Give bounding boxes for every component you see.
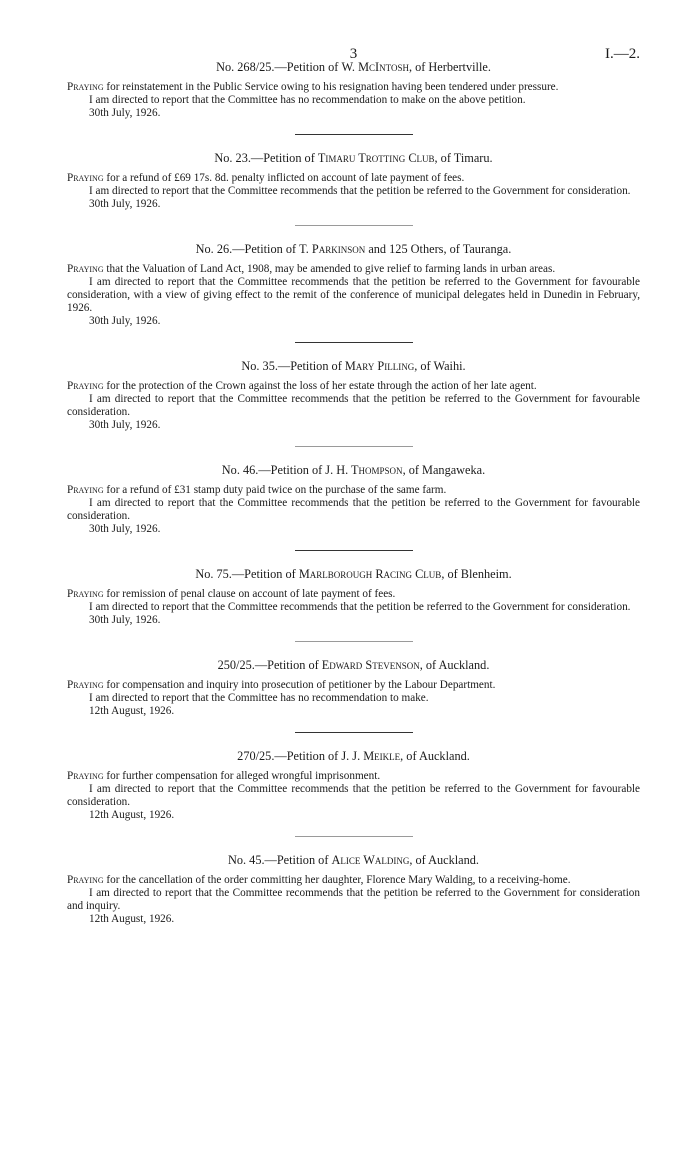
petition-title bbox=[67, 151, 640, 165]
petition-prayer bbox=[67, 263, 640, 276]
report-date: 30th July, 1926. bbox=[89, 198, 161, 210]
section-divider bbox=[295, 342, 413, 343]
petition-number: No. 35.—Petition of bbox=[241, 359, 345, 373]
prayer-lead: Praying bbox=[67, 380, 104, 392]
petition-entry bbox=[67, 60, 640, 120]
petition-number: No. 23.—Petition of bbox=[214, 151, 318, 165]
petition-location: , of Mangaweka. bbox=[402, 463, 486, 477]
committee-report: I am directed to report that the Committee recommends that the petition be referred to the Government for favourable consideration. bbox=[67, 783, 640, 808]
petition-location: , of Auckland. bbox=[409, 853, 479, 867]
petitioner-name: Edward Stevenson bbox=[321, 658, 420, 672]
prayer-text: for the protection of the Crown against the loss of her estate through the action of her late agent. bbox=[103, 380, 537, 392]
committee-report: I am directed to report that the Committee has no recommendation to make. bbox=[89, 692, 429, 704]
section-divider bbox=[295, 641, 413, 642]
prayer-lead: Praying bbox=[67, 874, 104, 886]
report-date: 30th July, 1926. bbox=[89, 419, 161, 431]
petition-list bbox=[67, 60, 640, 926]
prayer-text: for a refund of £69 17s. 8d. penalty inflicted on account of late payment of fees. bbox=[103, 172, 465, 184]
prayer-text: for further compensation for alleged wrongful imprisonment. bbox=[103, 770, 381, 782]
petitioner-name: J. H. Thompson bbox=[325, 463, 403, 477]
petition-title bbox=[67, 359, 640, 373]
committee-report: I am directed to report that the Committee recommends that the petition be referred to the Government for consideration and inquiry. bbox=[67, 887, 640, 912]
prayer-text: for compensation and inquiry into prosecution of petitioner by the Labour Department. bbox=[103, 679, 496, 691]
petition-prayer bbox=[67, 484, 640, 497]
petitioner-name: W. McIntosh bbox=[341, 60, 409, 74]
section-divider bbox=[295, 134, 413, 135]
petition-number: No. 45.—Petition of bbox=[228, 853, 332, 867]
committee-report: I am directed to report that the Committee has no recommendation to make on the above petition. bbox=[89, 94, 526, 106]
petition-entry bbox=[67, 853, 640, 926]
petition-number: No. 26.—Petition of bbox=[195, 242, 300, 256]
petition-entry bbox=[67, 359, 640, 432]
petitioner-name: Timaru Trotting Club bbox=[317, 151, 435, 165]
report-date: 30th July, 1926. bbox=[89, 523, 161, 535]
prayer-text: for reinstatement in the Public Service owing to his resignation having been tendered under pressure. bbox=[103, 81, 559, 93]
page-number: 3 bbox=[349, 46, 358, 62]
prayer-lead: Praying bbox=[67, 588, 104, 600]
petition-prayer bbox=[67, 679, 640, 692]
committee-report: I am directed to report that the Committee recommends that the petition be referred to the Government for favourable consideration. bbox=[67, 497, 640, 522]
report-date: 12th August, 1926. bbox=[89, 913, 175, 925]
petition-entry bbox=[67, 463, 640, 536]
prayer-text: for the cancellation of the order committing her daughter, Florence Mary Walding, to a receiving-home. bbox=[103, 874, 571, 886]
petition-entry bbox=[67, 658, 640, 718]
petitioner-name: J. J. Meikle bbox=[341, 749, 401, 763]
prayer-lead: Praying bbox=[67, 172, 104, 184]
report-date: 30th July, 1926. bbox=[89, 107, 161, 119]
section-divider bbox=[295, 732, 413, 733]
committee-report: I am directed to report that the Committee recommends that the petition be referred to the Government for consideration. bbox=[89, 601, 631, 613]
petition-location: , of Auckland. bbox=[419, 658, 490, 672]
petitioner-name: T. Parkinson bbox=[299, 242, 366, 256]
prayer-text: that the Valuation of Land Act, 1908, may be amended to give relief to farming lands in urban areas. bbox=[103, 263, 556, 275]
petitioner-name: Marlborough Racing Club bbox=[298, 567, 442, 581]
report-date: 30th July, 1926. bbox=[89, 614, 161, 626]
petition-location: , of Blenheim. bbox=[441, 567, 512, 581]
petition-entry bbox=[67, 749, 640, 822]
petition-title bbox=[67, 853, 640, 867]
petition-prayer bbox=[67, 874, 640, 887]
prayer-lead: Praying bbox=[67, 679, 104, 691]
prayer-lead: Praying bbox=[67, 81, 104, 93]
petition-title bbox=[67, 658, 640, 672]
petition-prayer bbox=[67, 81, 640, 94]
petition-title bbox=[67, 749, 640, 763]
petition-prayer bbox=[67, 172, 640, 185]
petition-location: , of Timaru. bbox=[434, 151, 493, 165]
petition-title bbox=[67, 463, 640, 477]
prayer-lead: Praying bbox=[67, 770, 104, 782]
petition-location: , of Auckland. bbox=[400, 749, 470, 763]
petition-location: , of Herbertville. bbox=[408, 60, 491, 74]
section-divider bbox=[295, 550, 413, 551]
petition-entry bbox=[67, 151, 640, 211]
prayer-text: for remission of penal clause on account of late payment of fees. bbox=[103, 588, 396, 600]
petition-number: No. 46.—Petition of bbox=[221, 463, 326, 477]
petition-location: and 125 Others, of Tauranga. bbox=[365, 242, 512, 256]
committee-report: I am directed to report that the Committee recommends that the petition be referred to the Government for consideration. bbox=[89, 185, 631, 197]
petition-title bbox=[67, 567, 640, 581]
report-date: 12th August, 1926. bbox=[89, 705, 175, 717]
petition-number: 250/25.—Petition of bbox=[217, 658, 322, 672]
prayer-text: for a refund of £31 stamp duty paid twice on the purchase of the same farm. bbox=[103, 484, 447, 496]
section-divider bbox=[295, 836, 413, 837]
petition-number: No. 268/25.—Petition of bbox=[216, 60, 342, 74]
section-divider bbox=[295, 225, 413, 226]
document-reference: I.—2. bbox=[605, 46, 640, 62]
committee-report: I am directed to report that the Committee recommends that the petition be referred to the Government for favourable consideration. bbox=[67, 393, 640, 418]
petition-location: , of Waihi. bbox=[414, 359, 466, 373]
committee-report: I am directed to report that the Committee recommends that the petition be referred to the Government for favourable consideration, with a view of giving effect to the remit of the conference of municipal delegates held in Dunedin in February, 1926. bbox=[67, 276, 640, 314]
page-header bbox=[67, 0, 640, 60]
section-divider bbox=[295, 446, 413, 447]
petition-prayer bbox=[67, 588, 640, 601]
petition-entry bbox=[67, 567, 640, 627]
petitioner-name: Mary Pilling bbox=[344, 359, 415, 373]
report-date: 30th July, 1926. bbox=[89, 315, 161, 327]
petition-prayer bbox=[67, 770, 640, 783]
petition-number: No. 75.—Petition of bbox=[195, 567, 299, 581]
prayer-lead: Praying bbox=[67, 263, 104, 275]
report-date: 12th August, 1926. bbox=[89, 809, 175, 821]
petition-prayer bbox=[67, 380, 640, 393]
petition-number: 270/25.—Petition of bbox=[237, 749, 342, 763]
petition-title bbox=[67, 242, 640, 256]
prayer-lead: Praying bbox=[67, 484, 104, 496]
petition-entry bbox=[67, 242, 640, 328]
petitioner-name: Alice Walding bbox=[331, 853, 410, 867]
